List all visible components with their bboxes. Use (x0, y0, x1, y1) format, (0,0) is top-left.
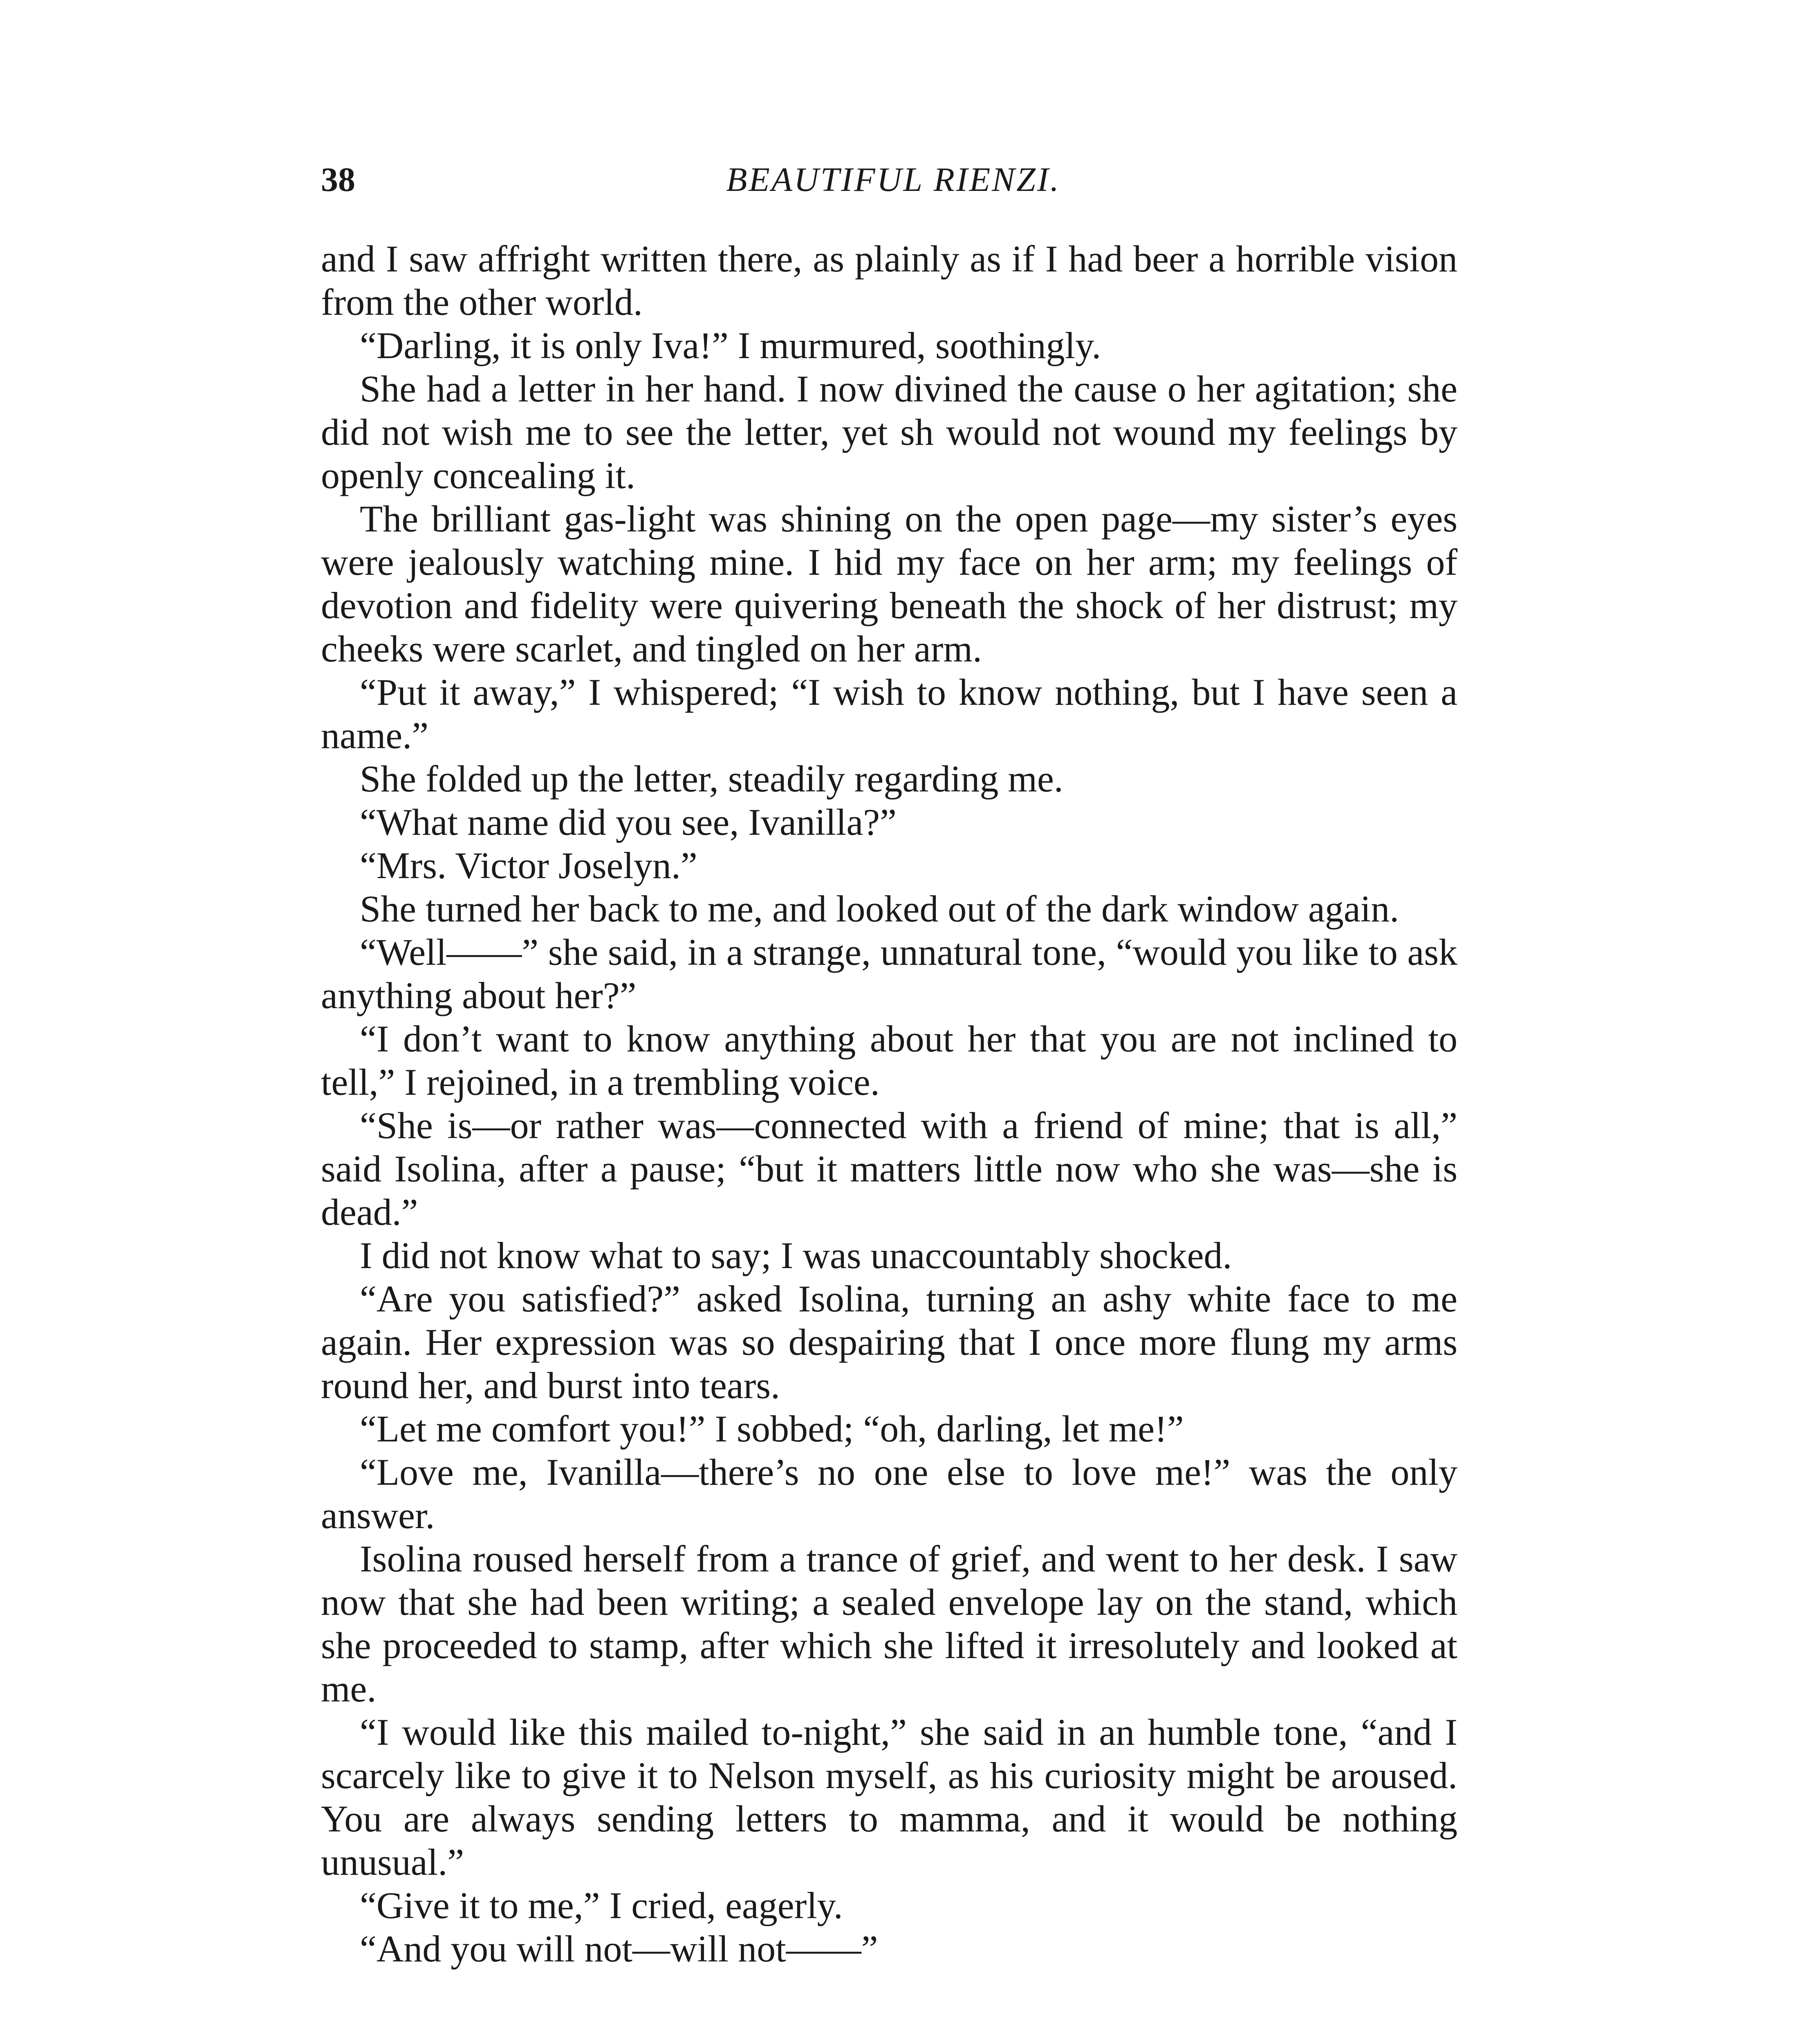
paragraph: “Mrs. Victor Joselyn.” (360, 845, 697, 886)
paragraph: “Darling, it is only Iva!” I murmured, soothingly. (360, 325, 1101, 366)
paragraph: “Put it away,” I whispered; “I wish to know nothing, but I have seen a name.” (321, 671, 1457, 756)
paragraph: “Are you satisfied?” asked Isolina, turning an ashy white face to me again. Her expression was so despairing that I once more flung my arms round her, and burst into tears. (321, 1278, 1457, 1406)
paragraph: “Love me, Ivanilla—there’s no one else to love me!” was the only answer. (321, 1451, 1457, 1536)
paragraph: I did not know what to say; I was unaccountably shocked. (360, 1235, 1232, 1276)
paragraph: She turned her back to me, and looked out of the dark window again. (360, 888, 1399, 930)
paragraph: and I saw affright written there, as plainly as if I had beer a horrible vision from the other world. (321, 238, 1457, 323)
paragraph: Isolina roused herself from a trance of grief, and went to her desk. I saw now that she had been writing; a sealed envelope lay on the stand, which she proceeded to stamp, after which she lifted it irresolutely and looked at me. (321, 1538, 1457, 1710)
paragraph: “I would like this mailed to-night,” she said in an humble tone, “and I scarcely like to give it to Nelson myself, as his curiosity might be aroused. You are always sending letters to mamma, and it would be nothing unusual.” (321, 1711, 1457, 1883)
paragraph: She folded up the letter, steadily regarding me. (360, 758, 1063, 800)
paragraph: “I don’t want to know anything about her that you are not inclined to tell,” I rejoined, in a trembling voice. (321, 1018, 1457, 1103)
paragraph: The brilliant gas-light was shining on the open page—my sister’s eyes were jealously watching mine. I hid my face on her arm; my feelings of devotion and fidelity were quivering beneath the shock of her distrust; my cheeks were scarlet, and tingled on her arm. (321, 498, 1457, 670)
page-number: 38 (321, 161, 355, 199)
running-title: BEAUTIFUL RIENZI. (726, 161, 1060, 199)
paragraph: “Well——” she said, in a strange, unnatural tone, “would you like to ask anything about her?” (321, 931, 1457, 1016)
page-header (321, 151, 1466, 208)
paragraph: She had a letter in her hand. I now divined the cause o her agitation; she did not wish me to see the letter, yet sh would not wound my feelings by openly concealing it. (321, 368, 1457, 496)
paragraph: “She is—or rather was—connected with a friend of mine; that is all,” said Isolina, after a pause; “but it matters little now who she was—she is dead.” (321, 1105, 1457, 1233)
paragraph: “Give it to me,” I cried, eagerly. (360, 1885, 843, 1926)
paragraph: “Let me comfort you!” I sobbed; “oh, darling, let me!” (360, 1408, 1184, 1450)
body-text (321, 237, 1457, 1970)
paragraph: “And you will not—will not——” (360, 1928, 878, 1970)
paragraph: “What name did you see, Ivanilla?” (360, 801, 897, 843)
